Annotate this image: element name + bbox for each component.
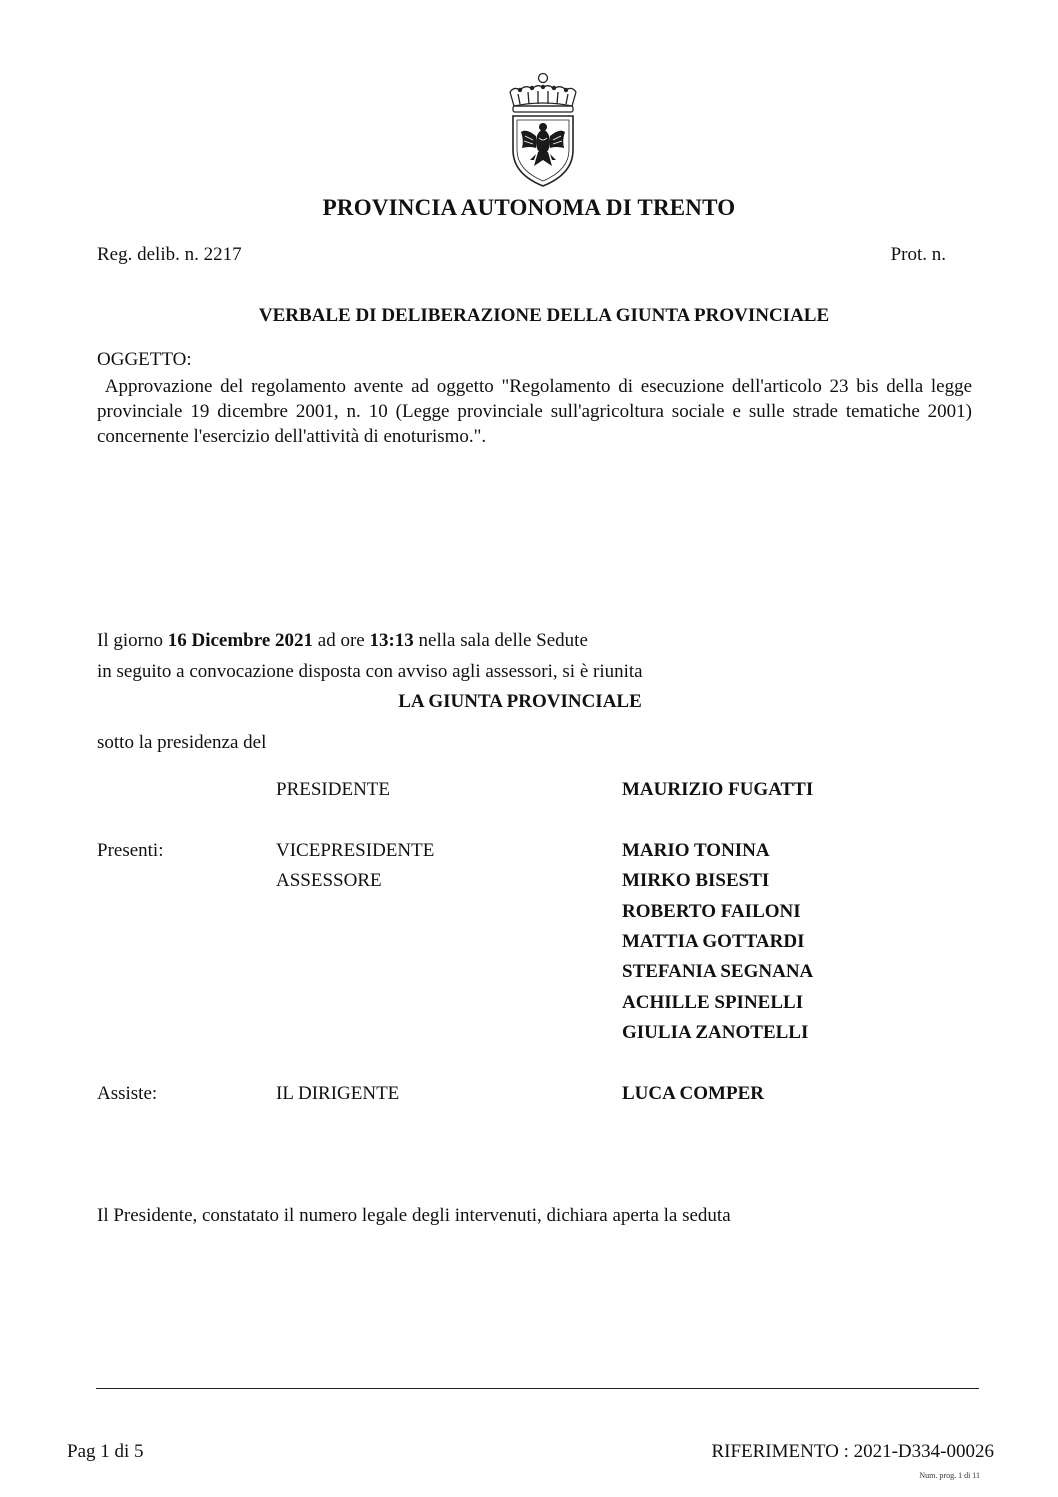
member-role: ASSESSORE	[276, 870, 382, 891]
member-name: MIRKO BISESTI	[622, 870, 770, 891]
coat-of-arms-icon	[500, 70, 586, 188]
session-date-line	[97, 630, 588, 652]
oggetto-text	[97, 374, 972, 449]
footer-divider	[96, 1388, 979, 1389]
reference-code: RIFERIMENTO : 2021-D334-00026	[711, 1441, 994, 1462]
giunta-heading: LA GIUNTA PROVINCIALE	[398, 691, 642, 712]
assiste-label: Assiste:	[97, 1083, 158, 1104]
convocation-line: in seguito a convocazione disposta con avviso agli assessori, si è riunita	[97, 661, 643, 682]
prot-number: Prot. n.	[890, 244, 946, 265]
member-name: ACHILLE SPINELLI	[622, 992, 804, 1013]
member-name: STEFANIA SEGNANA	[622, 961, 814, 982]
giorno-prefix: Il giorno	[97, 630, 168, 651]
session-time: 13:13	[369, 630, 414, 651]
member-name: MATTIA GOTTARDI	[622, 931, 805, 952]
president-role: PRESIDENTE	[276, 779, 390, 800]
document-heading: VERBALE DI DELIBERAZIONE DELLA GIUNTA PROVINCIALE	[258, 305, 830, 326]
member-name: GIULIA ZANOTELLI	[622, 1022, 809, 1043]
member-name: MARIO TONINA	[622, 840, 770, 861]
member-role: VICEPRESIDENTE	[276, 840, 435, 861]
page-title: PROVINCIA AUTONOMA DI TRENTO	[322, 195, 736, 220]
session-place: nella sala delle Sedute	[413, 630, 588, 651]
progressive-number: Num. prog. 1 di 11	[919, 1471, 980, 1480]
ore-prefix: ad ore	[313, 630, 370, 651]
assiste-role: IL DIRIGENTE	[276, 1083, 400, 1104]
oggetto-body: Approvazione del regolamento avente ad oggetto "Regolamento di esecuzione dell'articolo 23 bis della legge provinciale 19 dicembre 2001, n. 10 (Legge provinciale sull'agricoltura sociale e sulle strade tematiche 2001) concernente l'esercizio dell'attività di enoturismo.".	[97, 376, 973, 447]
page-number: Pag 1 di 5	[67, 1441, 144, 1462]
oggetto-label: OGGETTO:	[97, 349, 192, 370]
reg-delib-number: Reg. delib. n. 2217	[97, 244, 242, 265]
closing-statement: Il Presidente, constatato il numero legale degli intervenuti, dichiara aperta la seduta	[97, 1205, 731, 1226]
presenti-label: Presenti:	[97, 840, 164, 861]
presidency-intro: sotto la presidenza del	[97, 732, 267, 753]
member-name: ROBERTO FAILONI	[622, 901, 801, 922]
session-date: 16 Dicembre 2021	[167, 630, 314, 651]
president-name: MAURIZIO FUGATTI	[622, 779, 814, 800]
assiste-name: LUCA COMPER	[622, 1083, 764, 1104]
province-emblem	[500, 70, 586, 188]
